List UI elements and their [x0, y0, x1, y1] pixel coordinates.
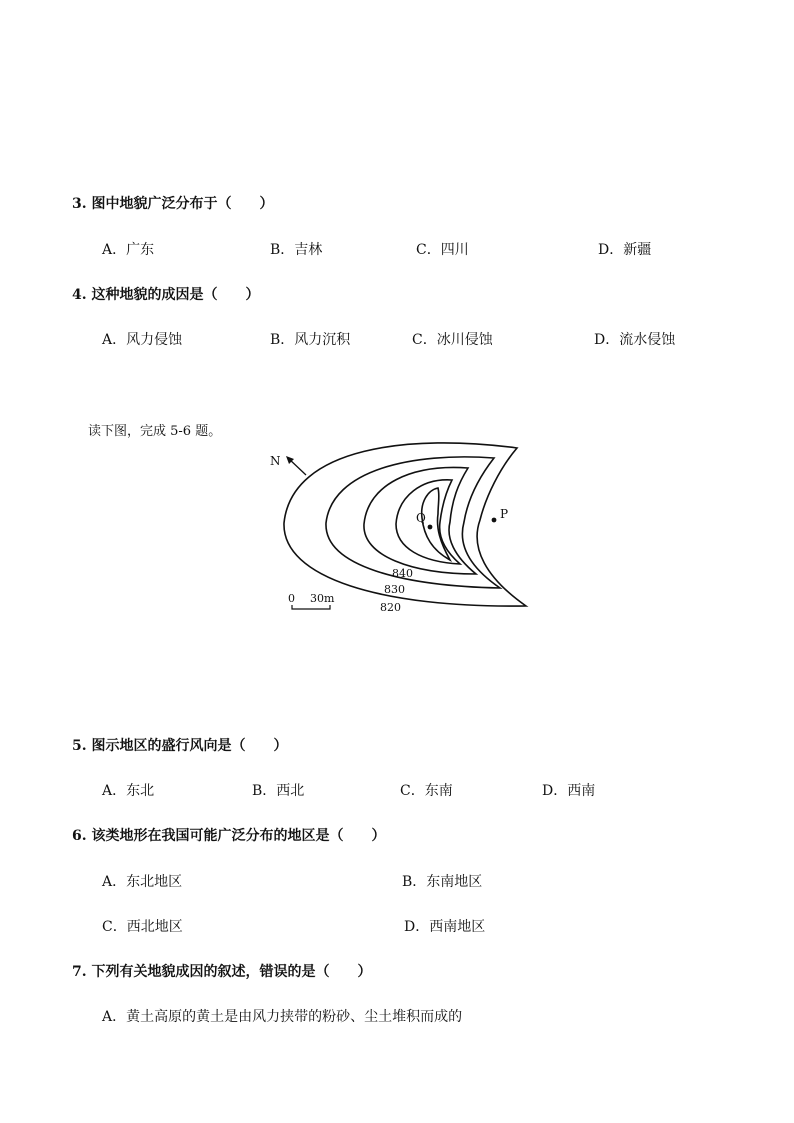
question-6-stem: 6. 该类地形在我国可能广泛分布的地区是（ ） [72, 828, 386, 844]
question-7-option-a: A．黄土高原的黄土是由风力挟带的粉砂、尘土堆积而成的 [102, 1009, 463, 1025]
point-q-label: Q [416, 511, 426, 525]
scale-bar [292, 605, 330, 609]
contour-label-820: 820 [380, 601, 401, 614]
point-q-marker [428, 525, 433, 530]
question-3-stem: 3. 图中地貌广泛分布于（ ） [72, 196, 274, 212]
contour-label-840: 840 [392, 567, 413, 580]
question-4-option-c: C．冰川侵蚀 [412, 332, 493, 348]
question-4-option-d: D．流水侵蚀 [594, 332, 676, 348]
question-5-option-c: C．东南 [400, 783, 453, 799]
question-4-option-a: A．风力侵蚀 [102, 332, 183, 348]
figure-intro: 读下图，完成 5-6 题。 [88, 424, 222, 439]
question-7-stem: 7. 下列有关地貌成因的叙述，错误的是（ ） [72, 964, 372, 980]
contour-820 [284, 443, 526, 606]
question-3-option-c: C．四川 [416, 242, 469, 258]
question-4-stem: 4. 这种地貌的成因是（ ） [72, 287, 260, 303]
scale-value-label: 30m [310, 592, 335, 605]
question-5-option-d: D．西南 [542, 783, 596, 799]
contour-summit [422, 488, 450, 560]
question-5-option-a: A．东北 [102, 783, 155, 799]
question-4-option-b: B．风力沉积 [270, 332, 351, 348]
north-label: N [270, 454, 281, 468]
point-p-label: P [500, 507, 509, 521]
scale-zero-label: 0 [288, 592, 295, 605]
question-6-option-a: A．东北地区 [102, 874, 183, 890]
question-3-option-a: A．广东 [102, 242, 155, 258]
question-6-option-b: B．东南地区 [402, 874, 483, 890]
dune-contour-map [262, 438, 552, 628]
question-6-option-c: C．西北地区 [102, 919, 183, 935]
question-3-option-b: B．吉林 [270, 242, 323, 258]
question-6-option-d: D．西南地区 [404, 919, 486, 935]
contour-label-830: 830 [384, 583, 405, 596]
question-3-option-d: D．新疆 [598, 242, 652, 258]
question-5-stem: 5. 图示地区的盛行风向是（ ） [72, 738, 288, 754]
question-5-option-b: B．西北 [252, 783, 305, 799]
point-p-marker [492, 518, 497, 523]
